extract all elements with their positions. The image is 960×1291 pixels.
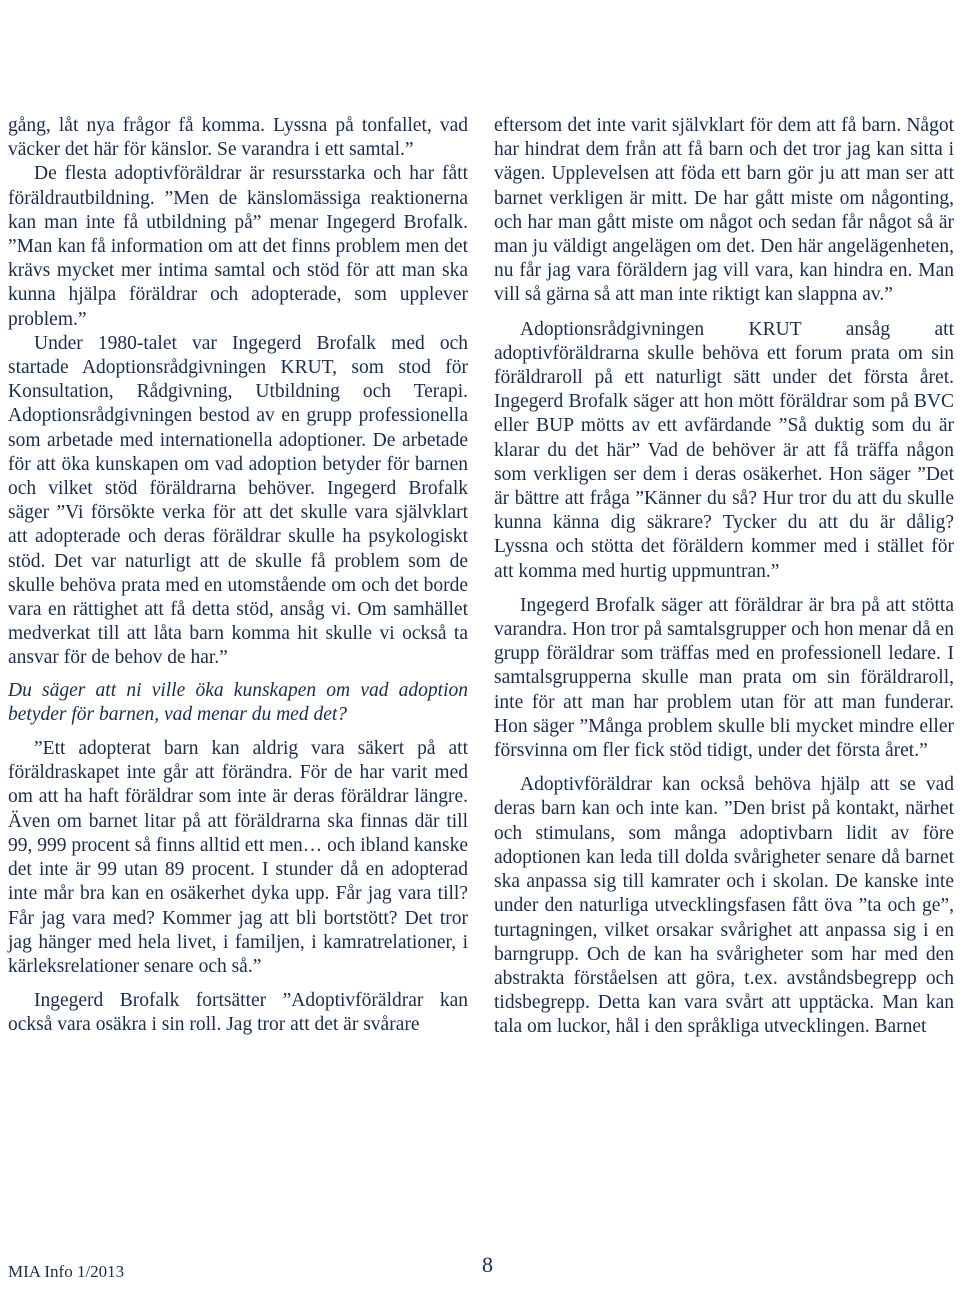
- paragraph: Ingegerd Brofalk säger att föräldrar är bra på att stötta varandra. Hon tror på samtalsgrupper och hon menar då en grupp föräldrar som träffas med en professionell ledare. I samtalsgrupperna skulle man prata om sin föräldraroll, inte för att man har problem utan för att man funderar. Hon säger ”Många problem skulle bli mycket mindre eller försvinna om fler fick stöd tidigt, under det första året.”: [494, 594, 954, 762]
- paragraph: Ingegerd Brofalk fortsätter ”Adoptivföräldrar kan också vara osäkra i sin roll. Jag tror att det är svårare: [8, 990, 468, 1036]
- paragraph: De flesta adoptivföräldrar är resursstarka och har fått föräldrautbildning. ”Men de känslomässiga reaktionerna kan man inte få utbildning på” menar Ingegerd Brofalk. ”Man kan få information om att det finns problem men det krävs mycket mer intima samtal och stöd för att man ska kunna hjälpa föräldrar och adopterade, som upplever problem.”: [8, 163, 468, 330]
- page-number: 8: [482, 1252, 493, 1277]
- paragraph: ”Ett adopterat barn kan aldrig vara säkert på att föräldraskapet inte går att förändra. För de har varit med om att ha haft föräldrar som inte är deras föräldrar längre. Även om barnet litar på att föräldrarna ska finnas där till 99, 999 procent så finns alltid ett men… och ibland kanske det inte är 99 utan 89 procent. I stunder då en adopterad inte mår bra kan en osäkerhet dyka upp. Får jag vara till? Får jag vara med? Kommer jag att bli bortstött? Det tror jag hänger med hela livet, i familjen, i kamratrelationer, i kärleksrelationer senare och så.”: [8, 738, 468, 977]
- paragraph: Adoptionsrådgivningen KRUT ansåg att adoptivföräldrarna skulle behöva ett forum prata om sin föräldraroll på ett naturligt sätt under det första året. Ingegerd Brofalk säger att hon mött föräldrar som på BVC eller BUP mötts av ett avfärdande ”Så duktig som du är klarar du det här” Vad de behöver är att få träffa någon som verkligen ser dem i deras osäkerhet. Hon säger ”Det är bättre att fråga ”Känner du så? Hur tror du att du skulle kunna känna dig säkrare? Tycker du att du är dålig? Lyssna och stötta det föräldern kommer med i stället för att komma med hurtig uppmuntran.”: [494, 318, 954, 582]
- left-text-column: [8, 114, 468, 1038]
- right-text-column: [494, 114, 954, 1040]
- interview-question: Du säger att ni ville öka kunskapen om vad adoption betyder för barnen, vad menar du med det?: [8, 679, 468, 725]
- paragraph: Adoptivföräldrar kan också behöva hjälp att se vad deras barn kan och inte kan. ”Den brist på kontakt, närhet och stimulans, som många adoptivbarn lidit av före adoptionen kan leda till dolda svårigheter senare då barnet ska anpassa sig till kamrater och i skolan. De kanske inte under den naturliga utvecklingsfasen fått öva ”ta och ge”, turtagningen, vilket orsakar svårighet att anpassa sig i en barngrupp. Och de kan ha svårigheter som har med den abstrakta förståelsen att göra, t.ex. avståndsbegrepp och tidsbegrepp. Detta kan vara svårt att upptäcka. Man kan tala om luckor, hål i den språkliga utvecklingen. Barnet: [494, 774, 954, 1038]
- publication-footer: MIA Info 1/2013: [8, 1262, 125, 1281]
- paragraph: Under 1980-talet var Ingegerd Brofalk med och startade Adoptionsrådgivningen KRUT, som stod för Konsultation, Rådgivning, Utbildning och Terapi. Adoptionsrådgivningen bestod av en grupp professionella som arbetade med internationella adoptioner. De arbetade för att öka kunskapen om vad adoption betyder för barnen och vilket stöd föräldrarna behöver. Ingegerd Brofalk säger ”Vi försökte verka för att det skulle vara självklart att adopterade och deras föräldrar skulle ha psykologiskt stöd. Det var naturligt att de skulle få problem som de skulle behöva prata med en utomstående om och det borde vara en rättighet att få detta stöd, ansåg vi. Om samhället medverkat till att låta barn komma hit skulle vi också ta ansvar för de behov de har.”: [8, 332, 468, 669]
- paragraph: eftersom det inte varit självklart för dem att få barn. Något har hindrat dem från att få barn och det tror jag kan sitta i vägen. Upplevelsen att föda ett barn gör ju att man ser att barnet verkligen är mitt. De har gått miste om någonting, och har man gått miste om något och sedan får något så är man ju väldigt angelägen om det. Den här angelägenheten, nu får jag vara föräldern jag vill vara, kan hindra en. Man vill så gärna så att man inte riktigt kan slappna av.”: [494, 115, 954, 306]
- paragraph: gång, låt nya frågor få komma. Lyssna på tonfallet, vad väcker det här för känslor. Se varandra i ett samtal.”: [8, 115, 468, 161]
